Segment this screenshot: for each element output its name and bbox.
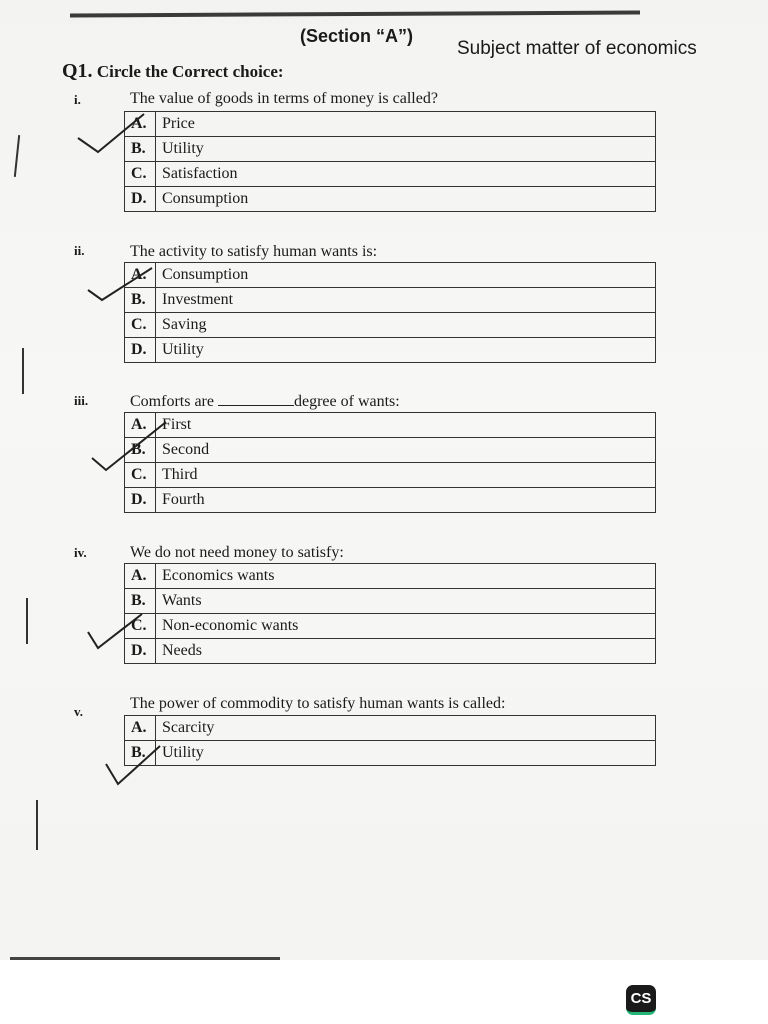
- option-text: Satisfaction: [156, 162, 656, 187]
- option-letter: A.: [125, 564, 156, 589]
- camscanner-logo: CS: [626, 985, 656, 1015]
- option-row[interactable]: [125, 589, 656, 614]
- options-table: [124, 111, 656, 212]
- question-instruction: Circle the Correct choice:: [96, 62, 284, 81]
- item-numeral: iv.: [74, 545, 87, 560]
- option-text: Consumption: [156, 187, 656, 212]
- option-row[interactable]: [125, 338, 656, 363]
- option-text: Third: [156, 463, 656, 488]
- option-text: Needs: [156, 639, 656, 664]
- option-letter: B.: [125, 137, 156, 162]
- item-stem: [130, 393, 400, 411]
- item-stem: The value of goods in terms of money is called?: [130, 90, 438, 107]
- options-table: [124, 262, 656, 363]
- option-text: Scarcity: [156, 716, 656, 741]
- option-letter: A.: [125, 716, 156, 741]
- option-text: First: [156, 413, 656, 438]
- option-text: Price: [156, 112, 656, 137]
- bottom-rule: [10, 957, 280, 960]
- option-letter: B.: [125, 741, 156, 766]
- top-rule: [70, 11, 640, 18]
- item-numeral: ii.: [74, 243, 85, 258]
- option-row[interactable]: [125, 112, 656, 137]
- option-letter: A.: [125, 112, 156, 137]
- option-letter: A.: [125, 263, 156, 288]
- option-row[interactable]: [125, 639, 656, 664]
- item-stem: We do not need money to satisfy:: [130, 544, 344, 561]
- subject-title: Subject matter of economics: [457, 38, 697, 59]
- option-letter: B.: [125, 438, 156, 463]
- option-row[interactable]: [125, 288, 656, 313]
- question-number: Q1.: [62, 60, 93, 82]
- option-letter: C.: [125, 313, 156, 338]
- item-stem: The activity to satisfy human wants is:: [130, 243, 378, 260]
- option-row[interactable]: [125, 716, 656, 741]
- option-text: Utility: [156, 741, 656, 766]
- option-letter: A.: [125, 413, 156, 438]
- option-row[interactable]: [125, 463, 656, 488]
- options-table: [124, 563, 656, 664]
- option-text: Utility: [156, 338, 656, 363]
- option-letter: C.: [125, 463, 156, 488]
- option-row[interactable]: [125, 263, 656, 288]
- option-letter: D.: [125, 187, 156, 212]
- option-text: Economics wants: [156, 564, 656, 589]
- margin-mark: [36, 800, 38, 850]
- option-letter: D.: [125, 488, 156, 513]
- margin-mark: [26, 598, 28, 644]
- margin-mark: [14, 135, 20, 177]
- option-text: Second: [156, 438, 656, 463]
- section-title: (Section “A”): [300, 26, 414, 46]
- option-text: Wants: [156, 589, 656, 614]
- item-numeral: v.: [74, 704, 84, 719]
- option-text: Investment: [156, 288, 656, 313]
- stem-part: degree of wants:: [293, 393, 400, 410]
- option-row[interactable]: [125, 488, 656, 513]
- option-letter: B.: [125, 288, 156, 313]
- option-text: Saving: [156, 313, 656, 338]
- option-letter: D.: [125, 338, 156, 363]
- option-text: Utility: [156, 137, 656, 162]
- options-table: [124, 412, 656, 513]
- option-letter: D.: [125, 639, 156, 664]
- option-row[interactable]: [125, 313, 656, 338]
- options-table: [124, 715, 656, 766]
- option-letter: C.: [125, 162, 156, 187]
- option-row[interactable]: [125, 564, 656, 589]
- option-row[interactable]: [125, 614, 656, 639]
- stem-part: Comforts are: [130, 393, 214, 410]
- option-text: Consumption: [156, 263, 656, 288]
- option-row[interactable]: [125, 438, 656, 463]
- answer-blank: [218, 393, 294, 406]
- option-row[interactable]: [125, 413, 656, 438]
- margin-mark: [22, 348, 24, 394]
- option-text: Fourth: [156, 488, 656, 513]
- option-row[interactable]: [125, 162, 656, 187]
- option-text: Non-economic wants: [156, 614, 656, 639]
- option-letter: B.: [125, 589, 156, 614]
- item-numeral: i.: [74, 92, 81, 107]
- option-row[interactable]: [125, 137, 656, 162]
- option-row[interactable]: [125, 187, 656, 212]
- item-stem: The power of commodity to satisfy human wants is called:: [130, 695, 506, 712]
- question-heading: [62, 60, 284, 83]
- item-numeral: iii.: [74, 393, 89, 408]
- option-letter: C.: [125, 614, 156, 639]
- option-row[interactable]: [125, 741, 656, 766]
